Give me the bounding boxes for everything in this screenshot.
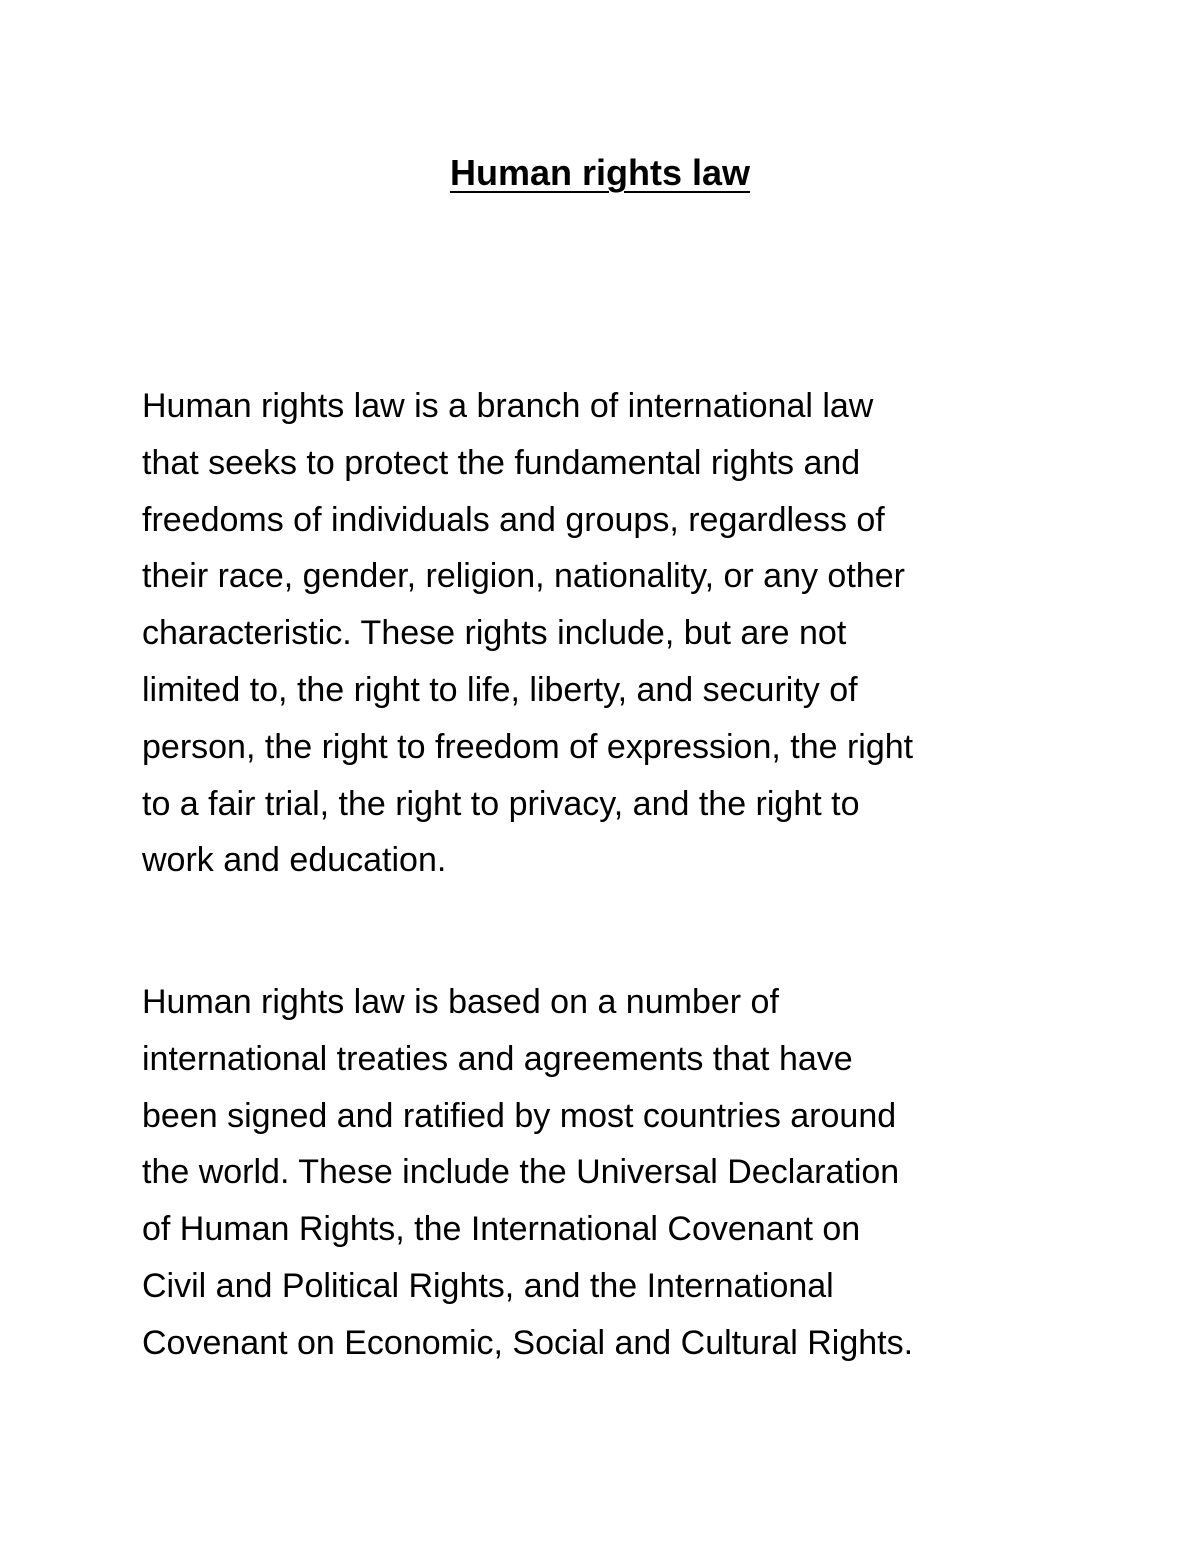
paragraph-line: person, the right to freedom of expression, the right: [142, 727, 914, 766]
paragraph-line: Covenant on Economic, Social and Cultural Rights.: [142, 1323, 914, 1362]
paragraph-line: freedoms of individuals and groups, regardless of: [142, 500, 885, 539]
paragraph-line: Human rights law is based on a number of: [142, 983, 779, 1021]
paragraph-line: to a fair trial, the right to privacy, and the right to: [142, 784, 860, 823]
paragraph-line: the world. These include the Universal Declaration: [142, 1153, 900, 1192]
paragraph-1: [142, 378, 1082, 889]
paragraph-line: work and education.: [142, 841, 447, 880]
document-title-text: Human rights law: [449, 152, 751, 193]
paragraph-line: limited to, the right to life, liberty, and security of: [142, 670, 858, 709]
paragraph-line: been signed and ratified by most countries around: [142, 1096, 897, 1135]
paragraph-line: of Human Rights, the International Covenant on: [142, 1210, 861, 1249]
paragraph-line: that seeks to protect the fundamental rights and: [142, 443, 861, 482]
paragraph-line: their race, gender, religion, nationality, or any other: [142, 557, 905, 596]
paragraph-line: international treaties and agreements that have: [142, 1039, 853, 1078]
paragraph-line: Human rights law is a branch of international law: [142, 387, 874, 425]
document-title: [0, 146, 1200, 200]
paragraph-2: [142, 974, 1082, 1372]
paragraph-line: characteristic. These rights include, but are not: [142, 614, 847, 653]
paragraph-line: Civil and Political Rights, and the International: [142, 1266, 834, 1305]
